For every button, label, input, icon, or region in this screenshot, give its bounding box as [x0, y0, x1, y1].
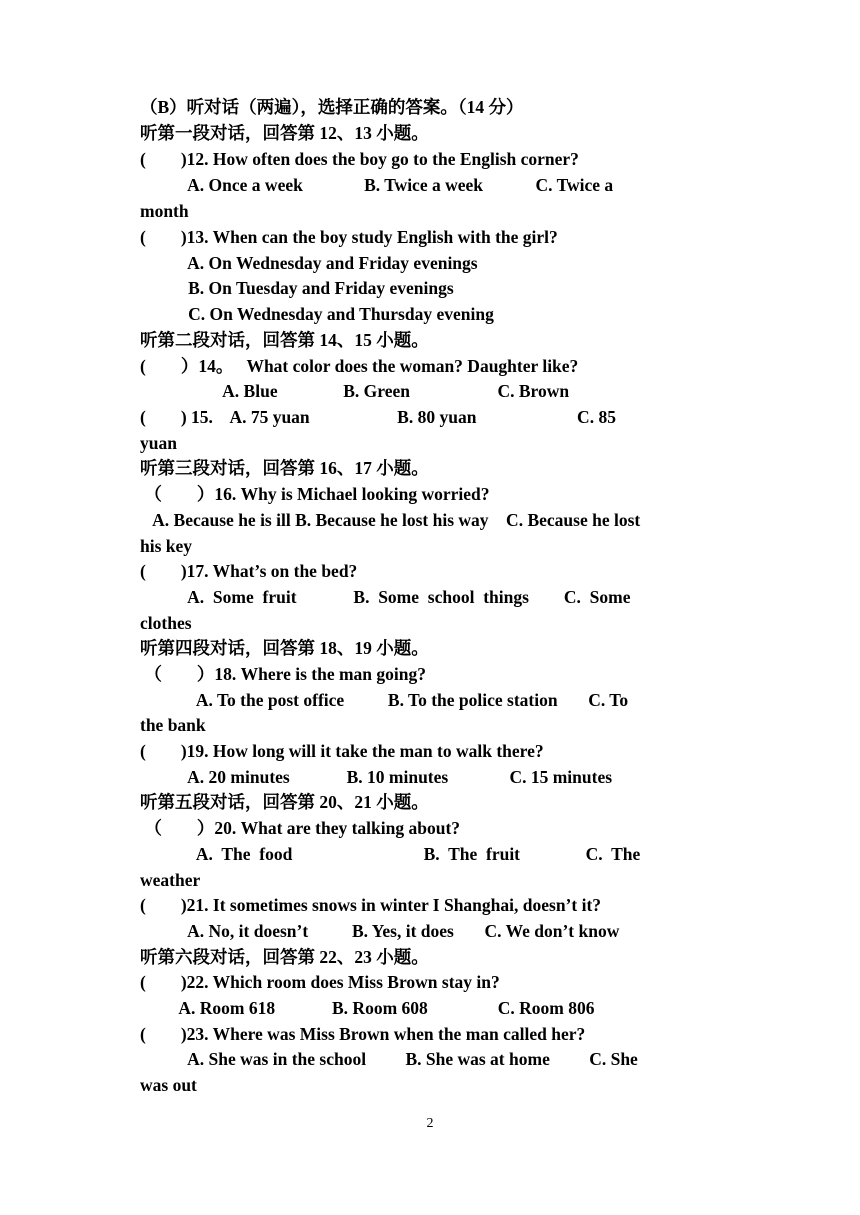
option-13-c: C. On Wednesday and Thursday evening	[140, 304, 494, 324]
question-17: ( )17. What’s on the bed?	[140, 561, 358, 581]
question-20: （ ）20. What are they talking about?	[140, 818, 461, 838]
question-21: ( )21. It sometimes snows in winter I Shanghai, doesn’t it?	[140, 895, 602, 915]
options-12-continued: month	[140, 201, 189, 221]
question-13: ( )13. When can the boy study English with the girl?	[140, 227, 558, 247]
options-19: A. 20 minutes B. 10 minutes C. 15 minutes	[140, 767, 613, 787]
question-12: ( )12. How often does the boy go to the English corner?	[140, 149, 579, 169]
question-14: ( ）14。 What color does the woman? Daughter like?	[140, 356, 579, 376]
page-number: 2	[426, 1116, 434, 1131]
options-17-continued: clothes	[140, 613, 192, 633]
dialogue-instruction: 听第二段对话，回答第 14、15 小题。	[140, 330, 429, 350]
options-18-continued: the bank	[140, 715, 206, 735]
options-22: A. Room 618 B. Room 608 C. Room 806	[140, 998, 595, 1018]
question-22: ( )22. Which room does Miss Brown stay in?	[140, 972, 500, 992]
option-13-b: B. On Tuesday and Friday evenings	[140, 278, 454, 298]
options-20-continued: weather	[140, 870, 201, 890]
options-17: A. Some fruit B. Some school things C. Some	[140, 587, 631, 607]
options-21: A. No, it doesn’t B. Yes, it does C. We don’t know	[140, 921, 620, 941]
options-16-continued: his key	[140, 536, 193, 556]
options-15-continued: yuan	[140, 433, 177, 453]
dialogue-instruction: 听第六段对话，回答第 22、23 小题。	[140, 947, 429, 967]
options-14: A. Blue B. Green C. Brown	[140, 381, 570, 401]
dialogue-instruction: 听第四段对话，回答第 18、19 小题。	[140, 638, 429, 658]
question-16: （ ）16. Why is Michael looking worried?	[140, 484, 490, 504]
question-18: （ ）18. Where is the man going?	[140, 664, 426, 684]
question-23: ( )23. Where was Miss Brown when the man called her?	[140, 1024, 586, 1044]
options-16: A. Because he is ill B. Because he lost his way C. Because he lost	[140, 510, 641, 530]
dialogue-instruction: 听第一段对话，回答第 12、13 小题。	[140, 123, 429, 143]
options-20: A. The food B. The fruit C. The	[140, 844, 641, 864]
section-heading: （B）听对话（两遍），选择正确的答案。（14 分）	[140, 97, 524, 117]
question-15: ( ) 15. A. 75 yuan B. 80 yuan C. 85	[140, 407, 616, 427]
options-12: A. Once a week B. Twice a week C. Twice a	[140, 175, 614, 195]
dialogue-instruction: 听第五段对话，回答第 20、21 小题。	[140, 792, 429, 812]
options-23: A. She was in the school B. She was at home C. She	[140, 1049, 638, 1069]
options-18: A. To the post office B. To the police station C. To	[140, 690, 629, 710]
dialogue-instruction: 听第三段对话，回答第 16、17 小题。	[140, 458, 429, 478]
option-13-a: A. On Wednesday and Friday evenings	[140, 253, 478, 273]
question-19: ( )19. How long will it take the man to walk there?	[140, 741, 544, 761]
options-23-continued: was out	[140, 1075, 197, 1095]
